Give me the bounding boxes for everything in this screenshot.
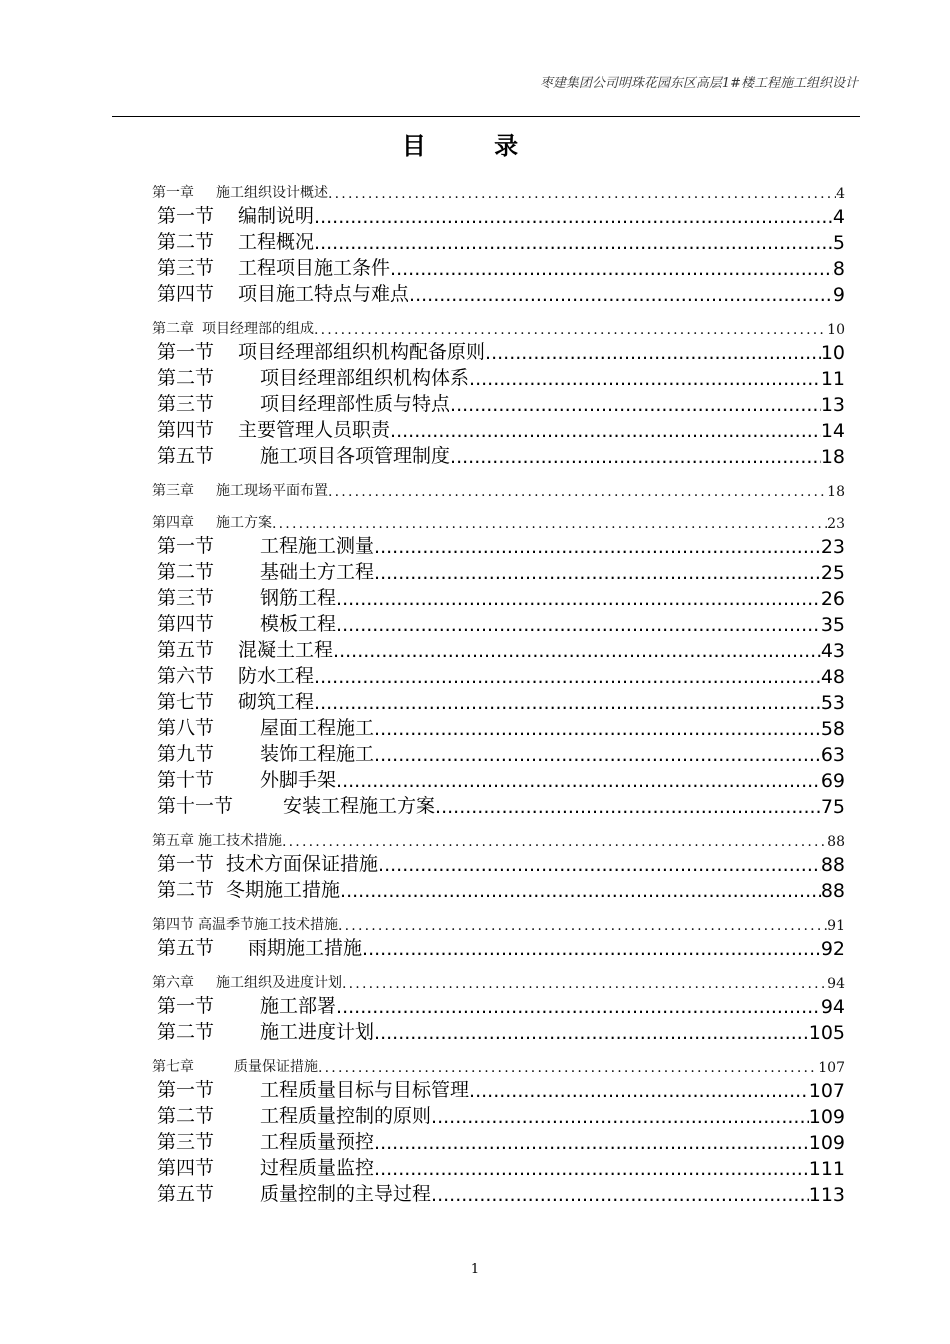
toc-chapter-entry[interactable] (152, 960, 845, 992)
toc-entry-number: 第三节 (157, 1131, 215, 1153)
toc-entry-page: 113 (808, 1184, 845, 1206)
toc-entry-number: 第一节 (157, 341, 215, 363)
toc-dot-leader (469, 1080, 809, 1102)
toc-section-entry[interactable] (152, 228, 845, 254)
toc-dot-leader (450, 446, 821, 468)
toc-entry-page: 109 (808, 1106, 845, 1128)
toc-chapter-entry[interactable] (152, 1044, 845, 1076)
toc-entry-title: 施工项目各项管理制度 (260, 445, 451, 467)
toc-entry-title: 工程质量目标与目标管理 (260, 1079, 470, 1101)
toc-entry-title: 施工进度计划 (260, 1021, 375, 1043)
toc-dot-leader (340, 880, 821, 902)
toc-entry-page: 23 (827, 516, 845, 532)
toc-entry-title: 安装工程施工方案 (283, 795, 436, 817)
toc-entry-page: 18 (820, 446, 845, 468)
toc-entry-number: 第四节 (157, 283, 215, 305)
toc-entry-number: 第五节 (157, 1183, 215, 1205)
toc-dot-leader (314, 666, 821, 688)
toc-entry-title: 工程质量控制的原则 (260, 1105, 432, 1127)
toc-chapter-entry[interactable] (152, 468, 845, 500)
toc-dot-leader (374, 718, 821, 740)
toc-entry-number: 第一节 (157, 853, 215, 875)
toc-dot-leader (272, 516, 827, 532)
toc-dot-leader (362, 938, 821, 960)
toc-entry-page: 63 (820, 744, 845, 766)
toc-entry-page: 75 (820, 796, 845, 818)
toc-entry-number: 第一节 (157, 205, 215, 227)
toc-chapter-entry[interactable] (152, 500, 845, 532)
toc-section-entry[interactable] (152, 338, 845, 364)
toc-entry-page: 48 (820, 666, 845, 688)
toc-entry-title: 工程施工测量 (260, 535, 375, 557)
toc-entry-title: 冬期施工措施 (226, 879, 341, 901)
toc-entry-page: 23 (820, 536, 845, 558)
toc-section-entry[interactable] (152, 202, 845, 228)
toc-entry-page: 13 (820, 394, 845, 416)
toc-entry-title: 工程质量预控 (260, 1131, 375, 1153)
toc-dot-leader (314, 206, 833, 228)
toc-entry-number: 第四节 (152, 917, 194, 933)
toc-entry-page: 111 (808, 1158, 845, 1180)
toc-entry-title: 混凝土工程 (238, 639, 334, 661)
toc-dot-leader (314, 322, 827, 338)
toc-entry-number: 第四章 (152, 515, 194, 531)
toc-dot-leader (374, 1132, 809, 1154)
toc-entry-number: 第十一节 (157, 795, 234, 817)
toc-dot-leader (390, 258, 833, 280)
toc-section-entry[interactable] (152, 992, 845, 1018)
toc-section-entry[interactable] (152, 1018, 845, 1044)
toc-section-entry[interactable] (152, 610, 845, 636)
toc-entry-title: 质量保证措施 (234, 1059, 318, 1075)
toc-section-entry[interactable] (152, 1154, 845, 1180)
toc-section-entry[interactable] (152, 254, 845, 280)
toc-entry-page: 4 (836, 186, 845, 202)
toc-dot-leader (374, 562, 821, 584)
toc-entry-number: 第七节 (157, 691, 215, 713)
toc-dot-leader (431, 1184, 809, 1206)
toc-entry-number: 第四节 (157, 613, 215, 635)
toc-entry-title: 工程概况 (238, 231, 315, 253)
toc-entry-number: 第六章 (152, 975, 194, 991)
toc-entry-page: 10 (827, 322, 845, 338)
toc-entry-page: 107 (818, 1060, 845, 1076)
toc-section-entry[interactable] (152, 662, 845, 688)
toc-section-entry[interactable] (152, 584, 845, 610)
toc-dot-leader (336, 588, 821, 610)
toc-entry-page: 69 (820, 770, 845, 792)
toc-dot-leader (342, 976, 827, 992)
header-rule (112, 116, 860, 117)
toc-entry-number: 第三节 (157, 393, 215, 415)
toc-entry-page: 105 (808, 1022, 845, 1044)
toc-entry-page: 107 (808, 1080, 845, 1102)
toc-entry-number: 第五节 (157, 639, 215, 661)
page-title: 目 录 (401, 132, 549, 160)
toc-entry-title: 施工方案 (216, 515, 272, 531)
toc-dot-leader (314, 692, 821, 714)
toc-entry-title: 质量控制的主导过程 (260, 1183, 432, 1205)
toc-section-entry[interactable] (152, 876, 845, 902)
toc-entry-title: 项目经理部的组成 (202, 321, 314, 337)
toc-entry-title: 编制说明 (238, 205, 315, 227)
toc-entry-title: 主要管理人员职责 (238, 419, 391, 441)
toc-entry-page: 18 (827, 484, 845, 500)
toc-dot-leader (333, 640, 821, 662)
toc-section-entry[interactable] (152, 792, 845, 818)
toc-entry-page: 5 (832, 232, 845, 254)
toc-entry-number: 第四节 (157, 1157, 215, 1179)
toc-section-entry[interactable] (152, 714, 845, 740)
toc-entry-page: 9 (832, 284, 845, 306)
toc-entry-number: 第三节 (157, 257, 215, 279)
toc-entry-page: 88 (820, 880, 845, 902)
toc-entry-page: 43 (820, 640, 845, 662)
toc-section-entry[interactable] (152, 1180, 845, 1206)
toc-section-entry[interactable] (152, 416, 845, 442)
toc-dot-leader (374, 536, 821, 558)
toc-entry-title: 工程项目施工条件 (238, 257, 391, 279)
toc-entry-number: 第一章 (152, 185, 194, 201)
toc-dot-leader (336, 996, 821, 1018)
toc-dot-leader (374, 1022, 809, 1044)
toc-entry-title: 基础土方工程 (260, 561, 375, 583)
toc-dot-leader (374, 1158, 809, 1180)
toc-section-entry[interactable] (152, 1102, 845, 1128)
toc-entry-title: 模板工程 (260, 613, 337, 635)
toc-entry-number: 第三章 (152, 483, 194, 499)
toc-entry-title: 砌筑工程 (238, 691, 315, 713)
toc-section-entry[interactable] (152, 850, 845, 876)
toc-entry-number: 第九节 (157, 743, 215, 765)
toc-chapter-entry[interactable] (152, 902, 845, 934)
toc-entry-title: 外脚手架 (260, 769, 337, 791)
toc-entry-page: 8 (832, 258, 845, 280)
toc-entry-number: 第二节 (157, 1021, 215, 1043)
toc-entry-title: 项目经理部组织机构体系 (260, 367, 470, 389)
toc-entry-number: 第一节 (157, 995, 215, 1017)
toc-entry-page: 26 (820, 588, 845, 610)
toc-entry-number: 第七章 (152, 1059, 194, 1075)
toc-entry-page: 88 (827, 834, 845, 850)
toc-entry-title: 项目经理部性质与特点 (260, 393, 451, 415)
toc-dot-leader (390, 420, 821, 442)
toc-entry-title: 施工部署 (260, 995, 337, 1017)
toc-entry-number: 第一节 (157, 1079, 215, 1101)
page-number: 1 (470, 1262, 480, 1277)
toc-chapter-entry[interactable] (152, 170, 845, 202)
toc-section-entry[interactable] (152, 1128, 845, 1154)
toc-dot-leader (336, 614, 821, 636)
toc-section-entry[interactable] (152, 688, 845, 714)
toc-entry-page: 53 (820, 692, 845, 714)
toc-section-entry[interactable] (152, 532, 845, 558)
toc-section-entry[interactable] (152, 1076, 845, 1102)
toc-entry-number: 第四节 (157, 419, 215, 441)
toc-entry-title: 施工组织设计概述 (216, 185, 328, 201)
toc-dot-leader (314, 232, 833, 254)
toc-entry-page: 94 (820, 996, 845, 1018)
toc-entry-number: 第八节 (157, 717, 215, 739)
toc-entry-number: 第五节 (157, 445, 215, 467)
toc-entry-title: 施工现场平面布置 (216, 483, 328, 499)
toc-dot-leader (374, 744, 821, 766)
toc-section-entry[interactable] (152, 636, 845, 662)
toc-dot-leader (485, 342, 821, 364)
toc-section-entry[interactable] (152, 740, 845, 766)
table-of-contents (152, 170, 845, 1206)
toc-entry-title: 高温季节施工技术措施 (198, 917, 338, 933)
toc-dot-leader (450, 394, 821, 416)
toc-entry-page: 88 (820, 854, 845, 876)
toc-dot-leader (318, 1060, 818, 1076)
toc-dot-leader (469, 368, 821, 390)
toc-entry-page: 91 (827, 918, 845, 934)
toc-entry-page: 25 (820, 562, 845, 584)
toc-dot-leader (336, 770, 821, 792)
toc-dot-leader (431, 1106, 809, 1128)
toc-entry-title: 雨期施工措施 (248, 937, 363, 959)
toc-section-entry[interactable] (152, 558, 845, 584)
toc-entry-page: 11 (820, 368, 845, 390)
toc-entry-page: 10 (820, 342, 845, 364)
toc-section-entry[interactable] (152, 364, 845, 390)
toc-section-entry[interactable] (152, 280, 845, 306)
toc-chapter-entry[interactable] (152, 306, 845, 338)
toc-chapter-entry[interactable] (152, 818, 845, 850)
toc-dot-leader (338, 918, 827, 934)
toc-dot-leader (328, 484, 827, 500)
toc-entry-title: 装饰工程施工 (260, 743, 375, 765)
toc-dot-leader (328, 186, 836, 202)
toc-entry-title: 项目经理部组织机构配备原则 (238, 341, 486, 363)
running-header: 枣建集团公司明珠花园东区高层1#楼工程施工组织设计 (539, 76, 858, 91)
toc-entry-number: 第五章 (152, 833, 194, 849)
toc-dot-leader (435, 796, 821, 818)
toc-entry-title: 施工技术措施 (198, 833, 282, 849)
toc-dot-leader (409, 284, 833, 306)
toc-entry-title: 过程质量监控 (260, 1157, 375, 1179)
toc-entry-title: 防水工程 (238, 665, 315, 687)
toc-entry-number: 第二节 (157, 231, 215, 253)
toc-section-entry[interactable] (152, 442, 845, 468)
toc-entry-number: 第五节 (157, 937, 215, 959)
toc-entry-number: 第一节 (157, 535, 215, 557)
toc-entry-number: 第六节 (157, 665, 215, 687)
toc-dot-leader (378, 854, 821, 876)
toc-section-entry[interactable] (152, 766, 845, 792)
toc-entry-title: 项目施工特点与难点 (238, 283, 410, 305)
toc-entry-number: 第二节 (157, 1105, 215, 1127)
toc-entry-title: 施工组织及进度计划 (216, 975, 342, 991)
toc-entry-number: 第二章 (152, 321, 194, 337)
toc-section-entry[interactable] (152, 390, 845, 416)
toc-entry-number: 第十节 (157, 769, 215, 791)
toc-entry-number: 第三节 (157, 587, 215, 609)
toc-entry-number: 第二节 (157, 561, 215, 583)
toc-entry-number: 第二节 (157, 367, 215, 389)
toc-entry-page: 92 (820, 938, 845, 960)
toc-entry-page: 109 (808, 1132, 845, 1154)
toc-entry-number: 第二节 (157, 879, 215, 901)
toc-entry-page: 94 (827, 976, 845, 992)
toc-entry-page: 14 (820, 420, 845, 442)
toc-dot-leader (282, 834, 827, 850)
toc-entry-title: 技术方面保证措施 (226, 853, 379, 875)
toc-entry-page: 35 (820, 614, 845, 636)
toc-entry-page: 4 (832, 206, 845, 228)
toc-section-entry[interactable] (152, 934, 845, 960)
toc-entry-title: 钢筋工程 (260, 587, 337, 609)
toc-entry-page: 58 (820, 718, 845, 740)
toc-entry-title: 屋面工程施工 (260, 717, 375, 739)
